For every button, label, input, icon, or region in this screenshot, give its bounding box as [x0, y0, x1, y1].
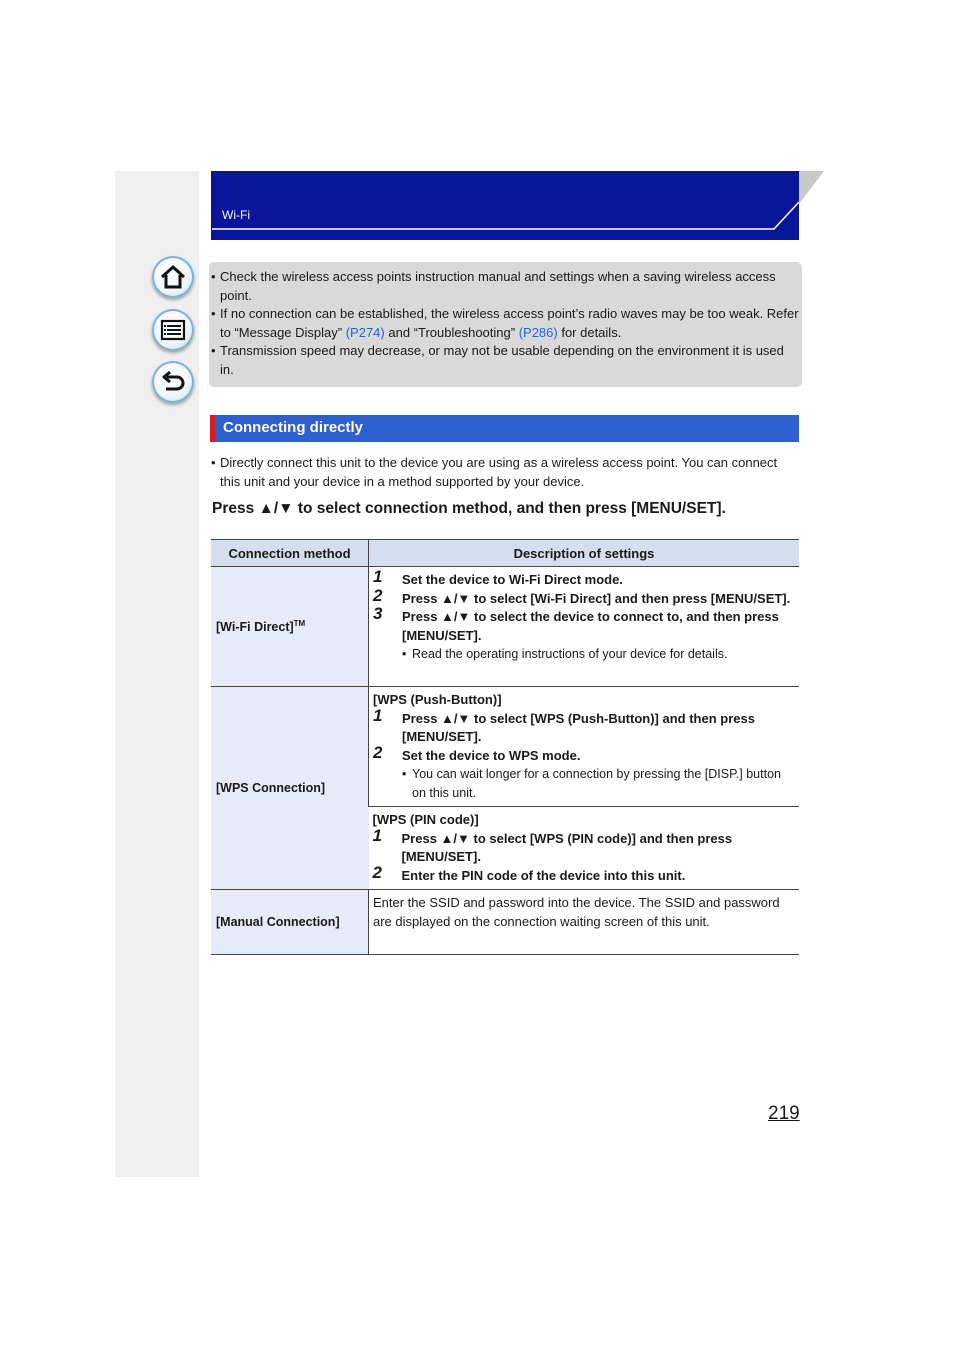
step: 3 Press ▲/▼ to select the device to connect to, and then press [MENU/SET].: [373, 604, 779, 643]
home-icon: [159, 263, 187, 291]
table-row-manual: [211, 890, 799, 955]
column-header-description: Description of settings: [369, 540, 800, 567]
menu-button[interactable]: [152, 309, 194, 351]
step: 1 Press ▲/▼ to select [WPS (Push-Button)] and then press [MENU/SET].: [373, 705, 755, 744]
description-cell: [369, 687, 800, 807]
notes-list: [211, 268, 801, 379]
step: 1 Set the device to Wi-Fi Direct mode.: [373, 567, 623, 587]
table-row-wifi-direct: [211, 567, 799, 687]
step: 2 Set the device to WPS mode.: [373, 742, 581, 763]
section-intro: • Directly connect this unit to the device you are using as a wireless access point. You can connect this unit and your device in a method supported by your device.: [211, 454, 791, 491]
back-button[interactable]: [152, 361, 194, 403]
chapter-label: Wi-Fi: [222, 208, 250, 222]
manual-description: Enter the SSID and password into the device. The SSID and password are displayed on the connection waiting screen of this unit.: [373, 895, 780, 929]
connection-methods-table: [211, 539, 799, 955]
note-item: • Transmission speed may decrease, or may not be usable depending on the environment it is used in.: [211, 342, 801, 379]
method-cell: [Manual Connection]: [211, 890, 369, 955]
description-cell: [369, 807, 800, 890]
sub-heading: [WPS (PIN code)]: [372, 812, 479, 827]
section-title: Connecting directly: [223, 419, 364, 436]
sub-heading: [WPS (Push-Button)]: [373, 692, 502, 707]
step: 2 Enter the PIN code of the device into this unit.: [372, 862, 686, 883]
method-cell: [WPS Connection]: [211, 687, 369, 890]
home-button[interactable]: [152, 256, 194, 298]
note-item: • If no connection can be established, the wireless access point’s radio waves may be too weak. Refer to “Message Display” (P274) and “Troubleshooting” (P286) for details.: [211, 305, 801, 342]
back-arrow-icon: [159, 368, 187, 396]
description-cell: [369, 890, 800, 955]
menu-list-icon: [159, 316, 187, 344]
step-note: • You can wait longer for a connection by pressing the [DISP.] button on this unit.: [373, 765, 795, 802]
instruction-heading: Press ▲/▼ to select connection method, and then press [MENU/SET].: [212, 500, 726, 517]
page-link-p274[interactable]: (P274): [345, 324, 385, 340]
page-link-p286[interactable]: (P286): [518, 324, 558, 340]
method-cell: [Wi-Fi Direct]™: [211, 567, 369, 687]
step: 2 Press ▲/▼ to select [Wi-Fi Direct] and then press [MENU/SET].: [373, 585, 791, 606]
table-row-wps-push: [211, 687, 799, 807]
page-number: 219: [768, 1103, 800, 1124]
step: 1 Press ▲/▼ to select [WPS (PIN code)] and then press [MENU/SET].: [372, 825, 733, 864]
step-note: • Read the operating instructions of your device for details.: [373, 645, 795, 664]
column-header-method: Connection method: [211, 540, 369, 567]
note-item: • Check the wireless access points instruction manual and settings when a saving wireless access point.: [211, 268, 801, 305]
description-cell: [369, 567, 800, 687]
chapter-header: [211, 171, 799, 240]
